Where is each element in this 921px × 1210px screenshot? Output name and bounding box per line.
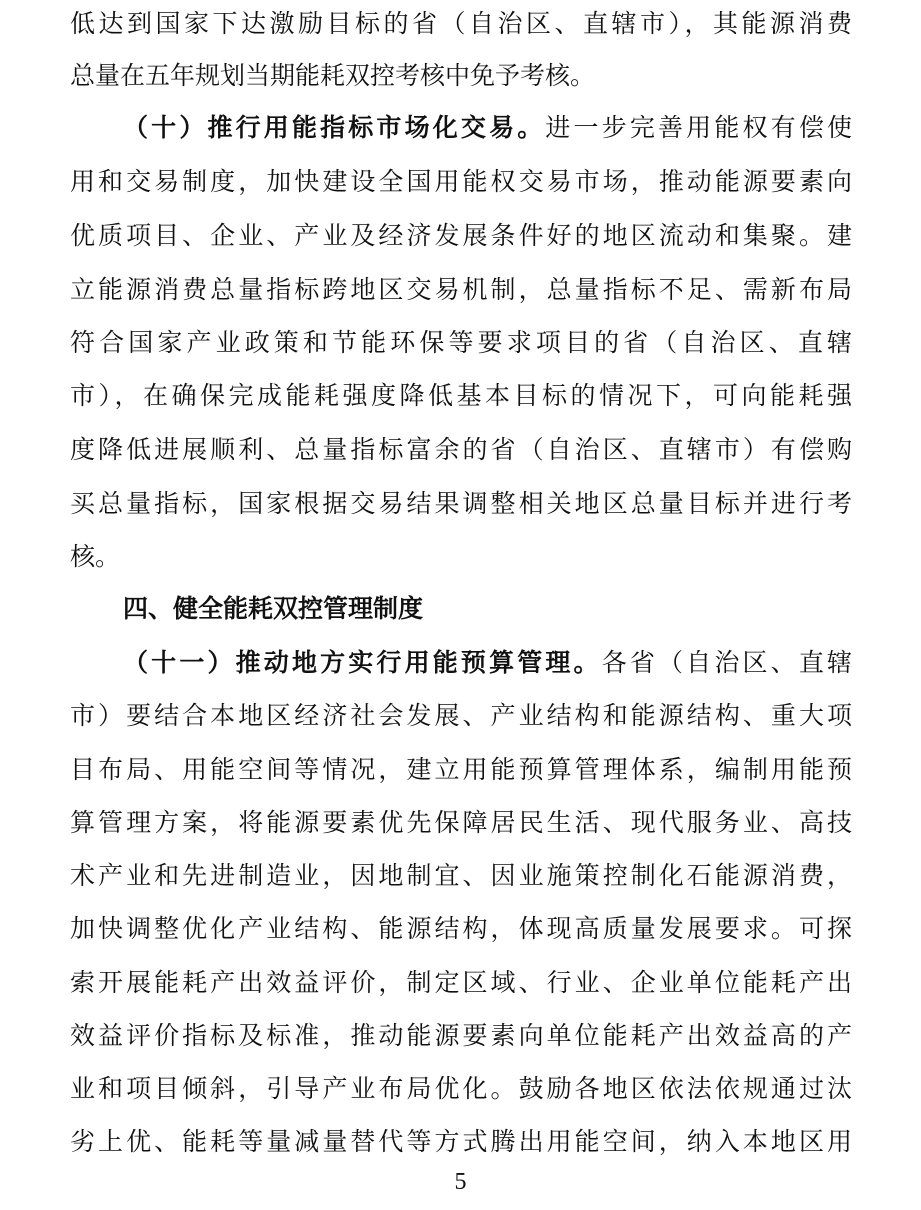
text-line: 买总量指标，国家根据交易结果调整相关地区总量目标并进行考	[70, 489, 852, 518]
text-line: 业和项目倾斜，引导产业布局优化。鼓励各地区依法依规通过汰	[70, 1074, 852, 1103]
text-line: 效益评价指标及标准，推动能源要素向单位能耗产出效益高的产	[70, 1021, 852, 1050]
page-number: 5	[454, 1169, 467, 1195]
paragraph-10-text: 进一步完善用能权有偿使	[545, 113, 852, 142]
paragraph-11-title: （十一）推动地方实行用能预算管理。	[123, 648, 602, 677]
paragraph-11-first-line	[123, 645, 852, 681]
text-line: 索开展能耗产出效益评价，制定区域、行业、企业单位能耗产出	[70, 968, 852, 997]
text-line: 加快调整优化产业结构、能源结构，体现高质量发展要求。可探	[70, 914, 852, 943]
text-line: 度降低进展顺利、总量指标富余的省（自治区、直辖市）有偿购	[70, 435, 852, 464]
text-line: 用和交易制度，加快建设全国用能权交易市场，推动能源要素向	[70, 167, 852, 196]
paragraph-11-text: 各省（自治区、直辖	[601, 648, 852, 677]
text-line: 符合国家产业政策和节能环保等要求项目的省（自治区、直辖	[70, 328, 852, 357]
text-line: 劣上优、能耗等量减量替代等方式腾出用能空间，纳入本地区用	[70, 1127, 852, 1156]
text-line: 市），在确保完成能耗强度降低基本目标的情况下，可向能耗强	[70, 381, 852, 410]
text-line: 优质项目、企业、产业及经济发展条件好的地区流动和集聚。建	[70, 221, 852, 250]
text-line: 术产业和先进制造业，因地制宜、因业施策控制化石能源消费，	[70, 861, 852, 890]
text-line: 立能源消费总量指标跨地区交易机制，总量指标不足、需新布局	[70, 275, 852, 304]
paragraph-10-first-line	[123, 110, 852, 146]
text-line: 目布局、用能空间等情况，建立用能预算管理体系，编制用能预	[70, 755, 852, 784]
text-line: 市）要结合本地区经济社会发展、产业结构和能源结构、重大项	[70, 701, 852, 730]
text-line: 低达到国家下达激励目标的省（自治区、直辖市），其能源消费	[70, 9, 852, 38]
paragraph-10-title: （十）推行用能指标市场化交易。	[123, 113, 546, 142]
text-line: 总量在五年规划当期能耗双控考核中免予考核。	[70, 61, 596, 90]
section-heading: 四、健全能耗双控管理制度	[123, 594, 424, 623]
text-line: 算管理方案，将能源要素优先保障居民生活、现代服务业、高技	[70, 808, 852, 837]
text-line: 核。	[70, 542, 121, 571]
